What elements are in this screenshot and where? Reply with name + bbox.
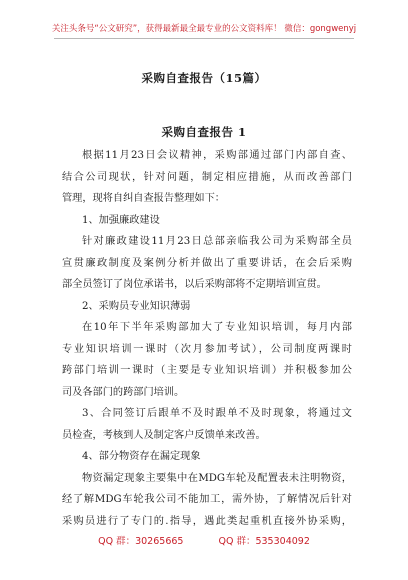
footer-qq-value-2: 535304092 [255, 536, 310, 547]
body-line: 2、采购员专业知识薄弱 [82, 300, 191, 312]
body-line: 管理，现将自纠自查报告整理如下： [62, 193, 225, 204]
body-line: 采购员进行了专门的.指导，遇此类起重机直接外协采购， [62, 515, 352, 527]
body-line: 3、合同签订后跟单不及时跟单不及时现象，将通过文 [82, 408, 352, 419]
body-line: 跨部门培训一课时（主要是专业知识培训）并积极参加公 [62, 365, 352, 376]
footer [0, 533, 408, 547]
body-line: 部全员签订了岗位承诺书，以后采购部将不定期培训宣贯。 [62, 279, 327, 290]
footer-qq-label-1: QQ 群： [98, 536, 136, 547]
section-title: 采购自查报告 1 [161, 125, 247, 139]
body-line: 专业知识培训一课时（次月参加考试），公司制度两课时 [62, 343, 352, 355]
body-line: 在10年下半年采购部加大了专业知识培训，每月内部 [82, 322, 352, 333]
document-title: 采购自查报告（15篇） [141, 71, 267, 85]
footer-qq-value-1: 30265665 [135, 536, 184, 547]
body-line: 根据11月23日会议精神，采购部通过部门内部自查、 [82, 150, 352, 161]
body-line: 物资漏定现象主要集中在MDG车轮及配置表未注明物资， [82, 472, 352, 484]
footer-qq-group-1 [98, 536, 183, 547]
body-line: 4、部分物资存在漏定现象 [82, 451, 201, 462]
body-line: 1、加强廉政建设 [82, 214, 160, 226]
body-line: 宣贯廉政制度及案例分析并做出了重要讲话，在会后采购 [62, 257, 352, 269]
footer-qq-group-2 [218, 536, 309, 547]
body-line: 结合公司现状，针对问题，制定相应措施，从而改善部门 [62, 171, 352, 183]
body-line: 针对廉政建设11月23日总部亲临我公司为采购部全员 [82, 236, 352, 247]
header-note: 关注头条号“公文研究”，获得最新最全最专业的公文资料库！ 微信：gongwenyj [51, 24, 357, 34]
header-divider [54, 38, 354, 39]
body-line: 经了解MDG车轮我公司不能加工，需外协，了解情况后针对 [62, 494, 352, 505]
footer-qq-label-2: QQ 群： [218, 536, 256, 547]
document-body [62, 145, 352, 532]
body-line: 员检查，考核到人及制定客户反馈单来改善。 [62, 429, 266, 441]
body-line: 司及各部门的跨部门培训。 [62, 386, 185, 398]
